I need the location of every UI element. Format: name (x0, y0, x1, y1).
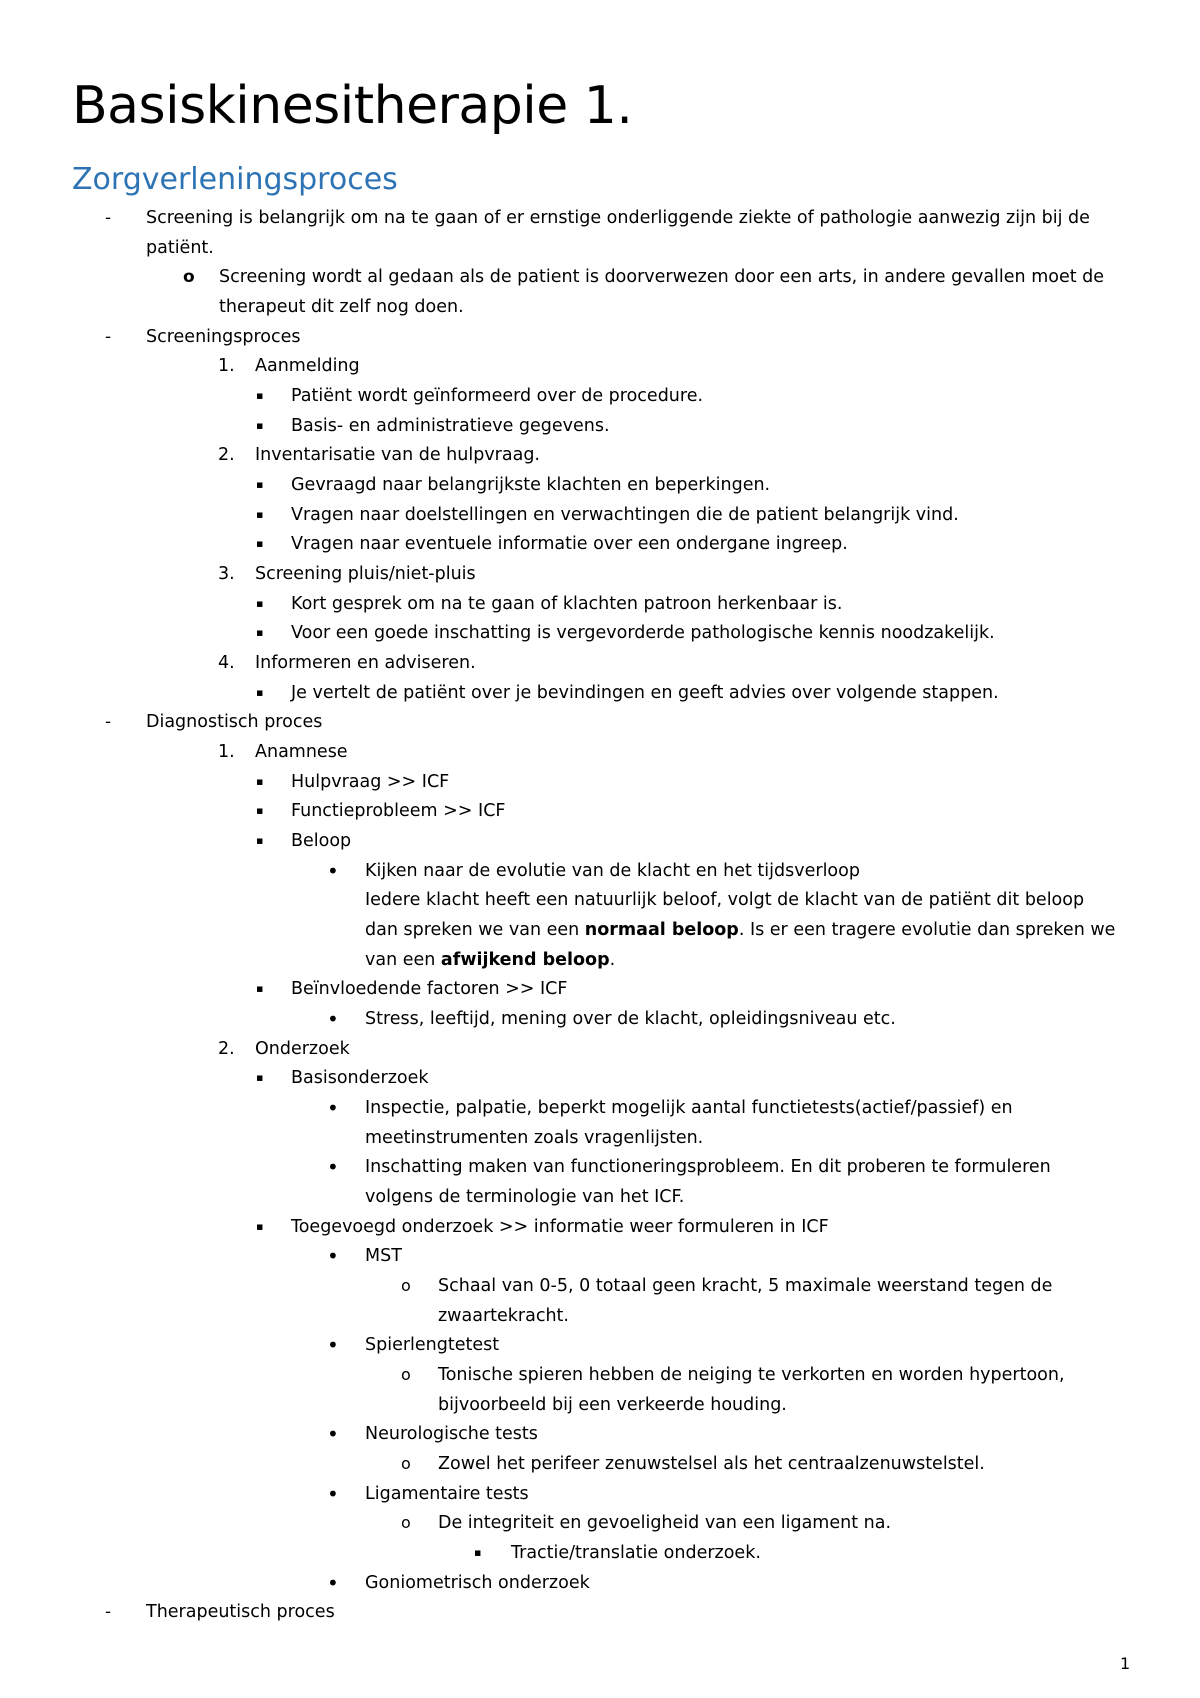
list-text: Inspectie, palpatie, beperkt mogelijk aantal functietests(actief/passief) en (365, 1098, 1013, 1118)
list-line (0, 1123, 1200, 1153)
list-text: Patiënt wordt geïnformeerd over de procedure. (291, 386, 704, 406)
round-bullet-icon: • (327, 1244, 339, 1268)
list-text: meetinstrumenten zoals vragenlijsten. (365, 1128, 704, 1148)
list-line (0, 203, 1200, 233)
circle-bullet-icon: o (401, 1365, 411, 1384)
list-line (0, 351, 1200, 381)
list-text: volgens de terminologie van het ICF. (365, 1187, 685, 1207)
list-line (0, 440, 1200, 470)
square-bullet-icon: ▪ (256, 982, 264, 995)
list-text: Basisonderzoek (291, 1068, 429, 1088)
dash-bullet-icon: - (105, 712, 112, 732)
list-line (0, 1597, 1200, 1627)
list-text: Beloop (291, 831, 352, 851)
list-line (0, 1508, 1200, 1538)
list-text: MST (365, 1246, 402, 1266)
list-line (0, 292, 1200, 322)
list-number: 2. (218, 1039, 235, 1059)
list-text: Functieprobleem >> ICF (291, 801, 506, 821)
list-text: Iedere klacht heeft een natuurlijk beloof, volgt de klacht van de patiënt dit beloop (365, 890, 1085, 910)
square-bullet-icon: ▪ (256, 804, 264, 817)
list-text: patiënt. (146, 238, 214, 258)
list-text: Gevraagd naar belangrijkste klachten en beperkingen. (291, 475, 771, 495)
circle-bullet-icon: o (183, 267, 195, 287)
square-bullet-icon: ▪ (256, 508, 264, 521)
list-text: Anamnese (255, 742, 348, 762)
dash-bullet-icon: - (105, 327, 112, 347)
square-bullet-icon: ▪ (256, 478, 264, 491)
list-line (0, 856, 1200, 886)
square-bullet-icon: ▪ (256, 775, 264, 788)
list-text: Tonische spieren hebben de neiging te verkorten en worden hypertoon, (438, 1365, 1065, 1385)
square-bullet-icon: ▪ (256, 1220, 264, 1233)
list-text: Screening pluis/niet-pluis (255, 564, 476, 584)
list-text (365, 915, 1115, 945)
square-bullet-icon: ▪ (256, 537, 264, 550)
list-text: Diagnostisch proces (146, 712, 323, 732)
list-line (0, 618, 1200, 648)
square-bullet-icon: ▪ (474, 1546, 482, 1559)
list-line (0, 1271, 1200, 1301)
list-text: Inschatting maken van functioneringsprobleem. En dit proberen te formuleren (365, 1157, 1051, 1177)
list-text: Aanmelding (255, 356, 360, 376)
round-bullet-icon: • (327, 1096, 339, 1120)
list-text: Spierlengtetest (365, 1335, 500, 1355)
list-line (0, 262, 1200, 292)
bold-term: normaal beloop (584, 920, 739, 940)
dash-bullet-icon: - (105, 1602, 112, 1622)
list-text: De integriteit en gevoeligheid van een ligament na. (438, 1513, 892, 1533)
section-heading: Zorgverleningsproces (72, 162, 398, 197)
list-line (0, 1063, 1200, 1093)
circle-bullet-icon: o (401, 1454, 411, 1473)
list-text: Screening wordt al gedaan als de patient is doorverwezen door een arts, in andere gevallen moet de (219, 267, 1105, 287)
list-line (0, 1419, 1200, 1449)
list-line (0, 885, 1200, 915)
square-bullet-icon: ▪ (256, 834, 264, 847)
list-line (0, 1301, 1200, 1331)
square-bullet-icon: ▪ (256, 597, 264, 610)
list-number: 1. (218, 742, 235, 762)
list-text: Vragen naar eventuele informatie over een ondergane ingreep. (291, 534, 848, 554)
list-line (0, 1182, 1200, 1212)
list-line (0, 1568, 1200, 1598)
round-bullet-icon: • (327, 1571, 339, 1595)
list-line (0, 411, 1200, 441)
list-text: Kort gesprek om na te gaan of klachten patroon herkenbaar is. (291, 594, 843, 614)
list-line (0, 1449, 1200, 1479)
list-line (0, 648, 1200, 678)
list-text: therapeut dit zelf nog doen. (219, 297, 464, 317)
list-line (0, 1034, 1200, 1064)
list-line (0, 1241, 1200, 1271)
list-text: Toegevoegd onderzoek >> informatie weer formuleren in ICF (291, 1217, 829, 1237)
list-line (0, 500, 1200, 530)
list-line (0, 470, 1200, 500)
list-line (0, 1212, 1200, 1242)
list-text: Ligamentaire tests (365, 1484, 529, 1504)
list-line (0, 1538, 1200, 1568)
text-run: dan spreken we van een (365, 920, 585, 940)
list-text (365, 945, 615, 975)
list-line (0, 589, 1200, 619)
list-text: Schaal van 0-5, 0 totaal geen kracht, 5 maximale weerstand tegen de (438, 1276, 1053, 1296)
list-text: Stress, leeftijd, mening over de klacht, opleidingsniveau etc. (365, 1009, 896, 1029)
list-text: Screening is belangrijk om na te gaan of er ernstige onderliggende ziekte of pathologie aanwezig zijn bij de (146, 208, 1090, 228)
circle-bullet-icon: o (401, 1513, 411, 1532)
list-text: Hulpvraag >> ICF (291, 772, 450, 792)
list-line (0, 1330, 1200, 1360)
list-text: Screeningsproces (146, 327, 301, 347)
list-line (0, 1390, 1200, 1420)
list-line (0, 1093, 1200, 1123)
list-text: Zowel het perifeer zenuwstelsel als het centraalzenuwstelstel. (438, 1454, 985, 1474)
circle-bullet-icon: o (401, 1276, 411, 1295)
list-number: 4. (218, 653, 235, 673)
list-text: Therapeutisch proces (146, 1602, 335, 1622)
round-bullet-icon: • (327, 1482, 339, 1506)
list-line (0, 322, 1200, 352)
text-run: van een (365, 950, 441, 970)
square-bullet-icon: ▪ (256, 626, 264, 639)
list-line (0, 529, 1200, 559)
list-line (0, 381, 1200, 411)
list-text: Inventarisatie van de hulpvraag. (255, 445, 540, 465)
list-line (0, 559, 1200, 589)
list-text: Basis- en administratieve gegevens. (291, 416, 610, 436)
list-number: 3. (218, 564, 235, 584)
list-text: Onderzoek (255, 1039, 350, 1059)
list-text: Goniometrisch onderzoek (365, 1573, 590, 1593)
list-line (0, 707, 1200, 737)
list-line (0, 233, 1200, 263)
list-line (0, 767, 1200, 797)
list-line (0, 945, 1200, 975)
list-text: Je vertelt de patiënt over je bevindingen en geeft advies over volgende stappen. (291, 683, 999, 703)
square-bullet-icon: ▪ (256, 419, 264, 432)
list-line (0, 1479, 1200, 1509)
list-number: 1. (218, 356, 235, 376)
list-line (0, 974, 1200, 1004)
list-line (0, 796, 1200, 826)
list-text: Vragen naar doelstellingen en verwachtingen die de patient belangrijk vind. (291, 505, 959, 525)
round-bullet-icon: • (327, 859, 339, 883)
list-text: Kijken naar de evolutie van de klacht en het tijdsverloop (365, 861, 860, 881)
square-bullet-icon: ▪ (256, 686, 264, 699)
list-line (0, 1152, 1200, 1182)
list-text: Neurologische tests (365, 1424, 538, 1444)
square-bullet-icon: ▪ (256, 1071, 264, 1084)
list-line (0, 1360, 1200, 1390)
square-bullet-icon: ▪ (256, 389, 264, 402)
round-bullet-icon: • (327, 1333, 339, 1357)
list-line (0, 915, 1200, 945)
round-bullet-icon: • (327, 1007, 339, 1031)
list-text: Beïnvloedende factoren >> ICF (291, 979, 568, 999)
text-run: . (609, 950, 616, 970)
list-text: Voor een goede inschatting is vergevorderde pathologische kennis noodzakelijk. (291, 623, 995, 643)
list-text: Informeren en adviseren. (255, 653, 476, 673)
round-bullet-icon: • (327, 1422, 339, 1446)
dash-bullet-icon: - (105, 208, 112, 228)
list-line (0, 678, 1200, 708)
list-text: zwaartekracht. (438, 1306, 569, 1326)
list-text: Tractie/translatie onderzoek. (511, 1543, 761, 1563)
list-text: bijvoorbeeld bij een verkeerde houding. (438, 1395, 787, 1415)
round-bullet-icon: • (327, 1155, 339, 1179)
text-run: . Is er een tragere evolutie dan spreken we (738, 920, 1116, 940)
list-line (0, 737, 1200, 767)
list-number: 2. (218, 445, 235, 465)
page-number: 1 (1120, 1654, 1131, 1673)
bold-term: afwijkend beloop (440, 950, 610, 970)
list-line (0, 1004, 1200, 1034)
page-title: Basiskinesitherapie 1. (72, 76, 633, 136)
list-line (0, 826, 1200, 856)
